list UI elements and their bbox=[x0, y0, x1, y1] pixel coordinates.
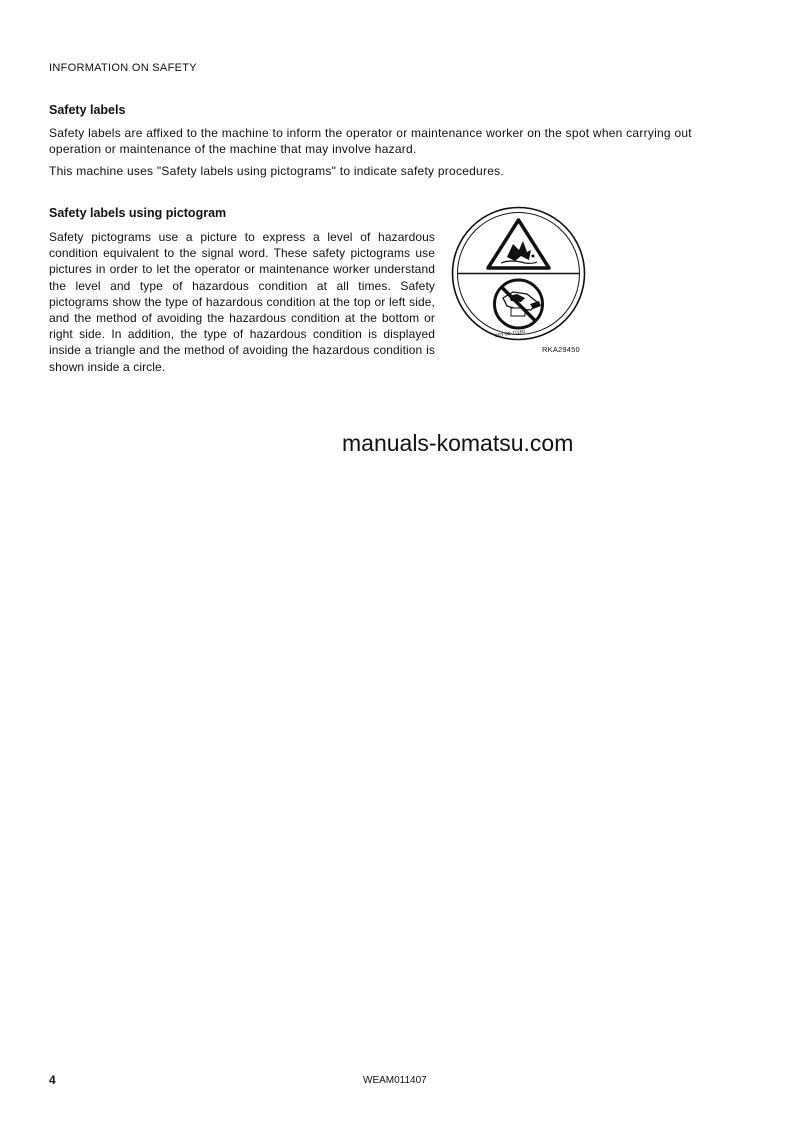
document-code: WEAM011407 bbox=[363, 1075, 427, 1086]
safety-pictogram-figure bbox=[451, 206, 586, 341]
prohibition-circle-icon bbox=[495, 280, 543, 328]
safety-labels-heading: Safety labels bbox=[49, 103, 126, 117]
pictogram-heading: Safety labels using pictogram bbox=[49, 206, 227, 220]
section-header: INFORMATION ON SAFETY bbox=[49, 62, 197, 74]
safety-labels-paragraph-2: This machine uses "Safety labels using pictograms" to indicate safety procedures. bbox=[49, 164, 504, 178]
figure-id: RKA29450 bbox=[542, 345, 580, 354]
pictogram-body-text: Safety pictograms use a picture to express a level of hazardous condition equivalent to the signal word. These safety pictograms use pictures in order to let the operator or maintenance worker understand the level and type of hazardous condition at all times. Safety pictograms show the type of hazardous condition at the top or left side, and the method of avoiding the hazardous condition at the bottom or right side. In addition, the type of hazardous condition is displayed inside a triangle and the method of avoiding the hazardous condition is shown inside a circle. bbox=[49, 230, 435, 374]
label-part-number: 20Y-98-11160 bbox=[494, 328, 526, 340]
watermark-text: manuals-komatsu.com bbox=[342, 430, 574, 456]
page-number: 4 bbox=[49, 1073, 56, 1087]
safety-labels-paragraph-1: Safety labels are affixed to the machine to inform the operator or maintenance worker on the spot when carrying out operation or maintenance of the machine that may involve hazard. bbox=[49, 126, 692, 156]
